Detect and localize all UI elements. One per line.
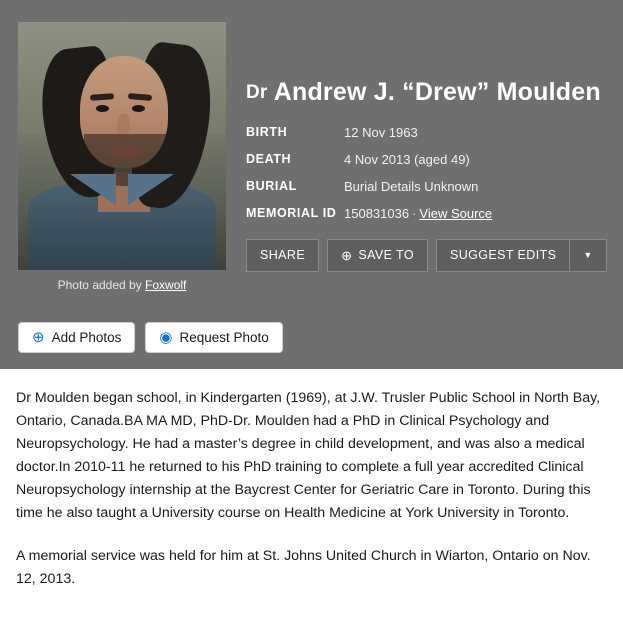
fact-memorial-id-value <box>344 206 492 221</box>
biography-section <box>0 369 623 623</box>
fact-memorial-id <box>246 206 608 221</box>
fact-burial <box>246 179 608 194</box>
memorial-id-separator: · <box>412 206 417 221</box>
plus-circle-icon: ⊕ <box>341 248 353 263</box>
fact-birth-value: 12 Nov 1963 <box>344 125 418 140</box>
share-button[interactable]: SHARE <box>246 239 319 272</box>
save-to-button[interactable] <box>327 239 428 272</box>
photo-block <box>18 22 226 292</box>
chevron-down-icon: ▼ <box>583 250 593 260</box>
add-photos-label: Add Photos <box>51 329 122 345</box>
fact-burial-label: BURIAL <box>246 179 297 193</box>
portrait-eye-right <box>132 105 145 112</box>
fact-memorial-id-label: MEMORIAL ID <box>246 206 337 220</box>
page-title <box>246 78 608 107</box>
memorial-id-number: 150831036 <box>344 206 410 221</box>
suggest-edits-button[interactable]: SUGGEST EDITS <box>436 239 570 272</box>
portrait-eye-left <box>96 105 109 112</box>
photo-credit <box>18 278 226 292</box>
add-photos-button[interactable] <box>18 322 135 353</box>
photo-credit-prefix: Photo added by <box>57 278 146 292</box>
biography-paragraph-2: A memorial service was held for him at St. Johns United Church in Wiarton, Ontario on Nov. 12, 2013. <box>16 548 591 587</box>
fact-death <box>246 152 608 167</box>
fact-death-value: 4 Nov 2013 (aged 49) <box>344 152 470 167</box>
view-source-link[interactable]: View Source <box>419 206 493 221</box>
request-photo-label: Request Photo <box>179 329 269 345</box>
fact-burial-value: Burial Details Unknown <box>344 179 479 194</box>
memorial-button-row <box>246 239 608 272</box>
fact-birth <box>246 125 608 140</box>
plus-circle-icon: ⊕ <box>32 329 45 346</box>
name-full: Andrew J. “Drew” Moulden <box>273 78 601 106</box>
fact-death-label: DEATH <box>246 152 292 166</box>
save-to-label: SAVE TO <box>358 248 414 263</box>
biography-paragraph-1: Dr Moulden began school, in Kindergarten (1969), at J.W. Trusler Public School in North Bay, Ontario, Canada.BA MA MD, PhD-Dr. Moulden had a PhD in Clinical Psychology and Neuropsychology. He had a master’s degree in child development, and was also a medical doctor.In 2010-11 he returned to his PhD training to complete a full year accredited Clinical Neuropsychology internship at the Baycrest Center for Geriatric Care in Toronto. During this time he also taught a University course on Health Medicine at York University in Toronto. <box>16 390 601 521</box>
fact-birth-label: BIRTH <box>246 125 288 139</box>
photo-action-row <box>18 322 283 353</box>
memorial-details <box>246 78 608 272</box>
request-photo-button[interactable] <box>145 322 282 353</box>
photo-credit-author-link[interactable]: Foxwolf <box>145 278 187 292</box>
portrait-mouth <box>108 148 140 156</box>
memorial-portrait[interactable] <box>18 22 226 270</box>
camera-icon: ◉ <box>159 329 173 346</box>
suggest-edits-dropdown-button[interactable] <box>570 239 606 272</box>
name-honorific: Dr <box>246 82 268 103</box>
